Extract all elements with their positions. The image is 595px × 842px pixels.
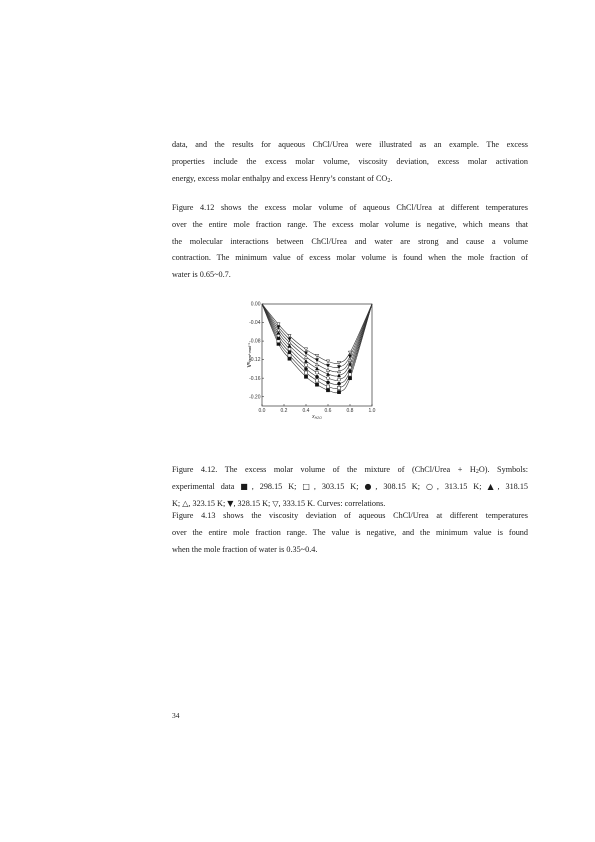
data-point-filled-circle bbox=[304, 367, 307, 370]
data-point-filled-triangle bbox=[337, 374, 340, 377]
data-point-open-down-triangle bbox=[326, 360, 329, 363]
data-point-filled-circle bbox=[288, 351, 291, 354]
text-fragment: . bbox=[390, 173, 393, 183]
filled-down-triangle-symbol: ▼ bbox=[227, 498, 234, 508]
data-point-open-square bbox=[288, 354, 291, 357]
caption-text: , 313.15 K; bbox=[436, 481, 482, 491]
text-line: water is 0.65~0.7. bbox=[172, 270, 231, 280]
text-line: properties include the excess molar volume, viscosity deviation, excess molar activation bbox=[172, 156, 528, 166]
data-point-filled-square bbox=[326, 389, 329, 392]
subscript: 2 bbox=[475, 469, 479, 475]
x-tick-label: 0.6 bbox=[324, 408, 332, 414]
text-line: over the entire mole fraction range. The excess molar volume is negative, which means that bbox=[172, 219, 528, 229]
y-axis-label-units: /cm³·mol⁻¹ bbox=[248, 342, 252, 362]
y-tick-label: -0.12 bbox=[249, 357, 261, 364]
data-point-filled-down-triangle bbox=[326, 364, 329, 367]
text-line: when the mole fraction of water is 0.35~0.4. bbox=[172, 544, 318, 554]
y-tick-label: -0.04 bbox=[249, 320, 261, 327]
data-point-open-circle bbox=[326, 377, 329, 380]
data-point-filled-triangle bbox=[326, 372, 329, 375]
open-down-triangle-symbol: ▽ bbox=[272, 498, 279, 508]
data-point-filled-circle bbox=[337, 382, 340, 385]
chart-svg bbox=[246, 296, 376, 421]
data-point-open-triangle bbox=[326, 368, 329, 371]
y-tick-label: -0.20 bbox=[249, 394, 261, 401]
caption-line bbox=[172, 462, 528, 479]
figure-4-12-chart bbox=[246, 296, 376, 421]
caption-text: , 303.15 K; bbox=[313, 481, 359, 491]
caption-text: , 318.15 bbox=[497, 481, 529, 491]
text-line: Figure 4.12 shows the excess molar volume of aqueous ChCl/Urea at different temperatures bbox=[172, 203, 528, 212]
data-point-open-triangle bbox=[315, 363, 318, 366]
data-point-open-down-triangle bbox=[315, 354, 318, 357]
filled-square-symbol: ■ bbox=[240, 481, 252, 491]
x-axis-label: $x_{H2O}$ bbox=[312, 414, 322, 421]
y-axis-label-superscript: E bbox=[246, 361, 251, 365]
data-point-open-circle bbox=[337, 378, 340, 381]
data-point-filled-square bbox=[337, 390, 340, 393]
text-line: the molecular interactions between ChCl/Urea and water are strong and cause a volume bbox=[172, 236, 528, 246]
data-point-filled-square bbox=[288, 357, 291, 360]
text-line bbox=[172, 171, 528, 188]
data-point-filled-circle bbox=[315, 375, 318, 378]
caption-text: , 298.15 K; bbox=[251, 481, 297, 491]
caption-text: O). Symbols: bbox=[478, 465, 528, 474]
caption-text: , 333.15 K. Curves: correlations. bbox=[278, 498, 386, 508]
caption-text: experimental data bbox=[172, 481, 235, 491]
data-point-open-circle bbox=[348, 366, 351, 369]
y-axis-label: $V^E_{/cm^3\cdot mol^{-1}}$ bbox=[246, 342, 253, 368]
open-circle-symbol: ○ bbox=[425, 481, 437, 491]
data-point-filled-circle bbox=[326, 381, 329, 384]
data-point-open-circle bbox=[315, 371, 318, 374]
x-axis-label-subscript: H2O bbox=[314, 416, 322, 421]
data-point-open-square bbox=[304, 371, 307, 374]
data-point-filled-down-triangle bbox=[315, 359, 318, 362]
data-point-open-circle bbox=[304, 364, 307, 367]
data-point-open-triangle bbox=[337, 370, 340, 373]
caption-text: , 328.15 K; bbox=[233, 498, 271, 508]
data-point-filled-circle bbox=[348, 370, 351, 373]
x-tick-label: 0.0 bbox=[258, 408, 266, 414]
x-tick-label: 0.8 bbox=[346, 408, 354, 414]
figure-caption bbox=[172, 462, 528, 512]
data-point-filled-down-triangle bbox=[337, 365, 340, 368]
data-point-filled-triangle bbox=[315, 367, 318, 370]
filled-triangle-symbol: ▲ bbox=[487, 481, 498, 491]
data-point-open-square bbox=[326, 385, 329, 388]
data-point-open-circle bbox=[288, 347, 291, 350]
text-line: data, and the results for aqueous ChCl/Urea were illustrated as an example. The excess bbox=[172, 140, 528, 149]
filled-circle-symbol: ● bbox=[364, 481, 376, 491]
open-square-symbol: □ bbox=[302, 481, 314, 491]
caption-text: , 323.15 K; bbox=[188, 498, 226, 508]
y-tick-label: 0.00 bbox=[250, 301, 261, 308]
caption-line bbox=[172, 479, 528, 496]
data-point-open-square bbox=[337, 386, 340, 389]
y-tick-label: -0.16 bbox=[249, 375, 261, 382]
y-tick-label: -0.08 bbox=[249, 338, 261, 345]
data-point-open-down-triangle bbox=[337, 361, 340, 364]
x-tick-label: 0.2 bbox=[280, 408, 288, 414]
page-number: 34 bbox=[172, 711, 180, 720]
text-line: Figure 4.13 shows the viscosity deviation of aqueous ChCl/Urea at different temperatures bbox=[172, 511, 528, 520]
text-fragment: energy, excess molar enthalpy and excess Henry’s constant of CO bbox=[172, 173, 388, 183]
paragraph-intro bbox=[172, 137, 528, 187]
caption-text: K; bbox=[172, 498, 181, 508]
text-line: contraction. The minimum value of excess molar volume is found when the mole fraction of bbox=[172, 253, 528, 263]
open-triangle-symbol: △ bbox=[182, 498, 189, 508]
subscript: 2 bbox=[387, 177, 391, 184]
caption-text: Figure 4.12. The excess molar volume of the mixture of (ChCl/Urea + H bbox=[172, 465, 476, 474]
data-point-open-square bbox=[348, 373, 351, 376]
data-point-open-square bbox=[315, 379, 318, 382]
x-tick-label: 0.4 bbox=[302, 408, 310, 414]
paragraph-figure-4-13 bbox=[172, 508, 528, 558]
text-line: over the entire mole fraction range. The value is negative, and the minimum value is found bbox=[172, 527, 528, 537]
caption-text: , 308.15 K; bbox=[375, 481, 420, 491]
data-point-filled-square bbox=[304, 375, 307, 378]
paragraph-figure-4-12 bbox=[172, 200, 528, 284]
x-tick-label: 1.0 bbox=[368, 408, 376, 414]
data-point-filled-square bbox=[348, 377, 351, 380]
data-point-filled-square bbox=[315, 383, 318, 386]
